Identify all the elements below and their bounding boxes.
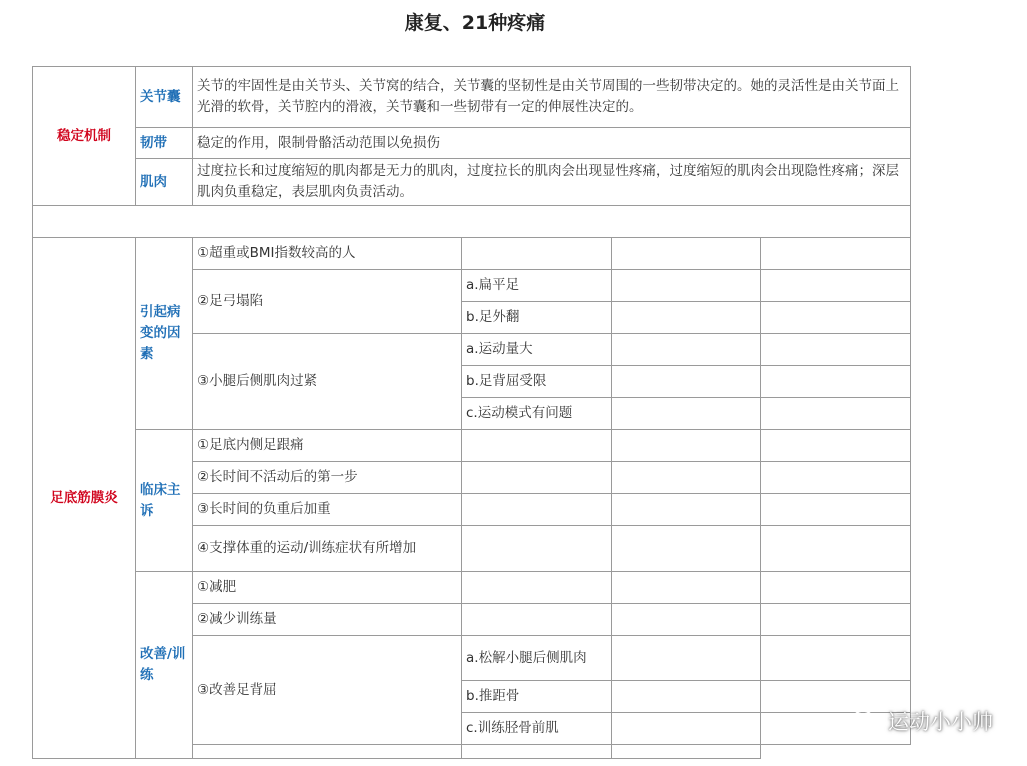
training-row — [33, 572, 911, 604]
cause-row — [33, 238, 911, 270]
label-causes: 引起病变的因素 — [136, 238, 193, 430]
text-capsule: 关节的牢固性是由关节头、关节窝的结合，关节囊的坚韧性是由关节周围的一些韧带决定的。她的灵活性是由关节面上光滑的软骨，关节腔内的滑液，关节囊和一些韧带有一定的伸展性决定的。 — [193, 67, 911, 128]
stability-row-muscle — [33, 159, 911, 206]
label-capsule: 关节囊 — [136, 67, 193, 128]
watermark — [852, 706, 993, 736]
complaint-item: ③长时间的负重后加重 — [193, 494, 462, 526]
cause-item: ①超重或BMI指数较高的人 — [193, 238, 462, 270]
complaint-item: ①足底内侧足跟痛 — [193, 430, 462, 462]
complaint-row — [33, 430, 911, 462]
label-muscle: 肌肉 — [136, 159, 193, 206]
category-plantar-fasciitis: 足底筋膜炎 — [33, 238, 136, 759]
page-title: 康复、21种疼痛 — [404, 12, 546, 34]
label-ligament: 韧带 — [136, 128, 193, 159]
cause-subitem: a.扁平足 — [462, 270, 612, 302]
cause-subitem: a.运动量大 — [462, 334, 612, 366]
label-training: 改善/训练 — [136, 572, 193, 759]
spacer-row — [33, 206, 911, 238]
training-item: ③改善足背屈 — [193, 636, 462, 745]
training-subitem: b.推距骨 — [462, 681, 612, 713]
stability-row-capsule — [33, 67, 911, 128]
complaint-item: ④支撑体重的运动/训练症状有所增加 — [193, 526, 462, 572]
watermark-text: 运动小小帅 — [888, 710, 993, 734]
text-ligament: 稳定的作用，限制骨骼活动范围以免损伤 — [193, 128, 911, 159]
cause-subitem: c.运动模式有问题 — [462, 398, 612, 430]
training-item: ②减少训练量 — [193, 604, 462, 636]
label-complaints: 临床主诉 — [136, 430, 193, 572]
cause-item: ②足弓塌陷 — [193, 270, 462, 334]
cause-item: ③小腿后侧肌肉过紧 — [193, 334, 462, 430]
pain-table — [32, 66, 911, 759]
wechat-icon — [852, 709, 882, 733]
cause-subitem: b.足背屈受限 — [462, 366, 612, 398]
complaint-item: ②长时间不活动后的第一步 — [193, 462, 462, 494]
cause-subitem: b.足外翻 — [462, 302, 612, 334]
stability-row-ligament — [33, 128, 911, 159]
training-subitem: a.松解小腿后侧肌肉 — [462, 636, 612, 681]
category-stability: 稳定机制 — [33, 67, 136, 206]
text-muscle: 过度拉长和过度缩短的肌肉都是无力的肌肉，过度拉长的肌肉会出现显性疼痛，过度缩短的肌肉会出现隐性疼痛；深层肌肉负重稳定，表层肌肉负责活动。 — [193, 159, 911, 206]
training-subitem: c.训练胫骨前肌 — [462, 713, 612, 745]
training-item: ①减肥 — [193, 572, 462, 604]
